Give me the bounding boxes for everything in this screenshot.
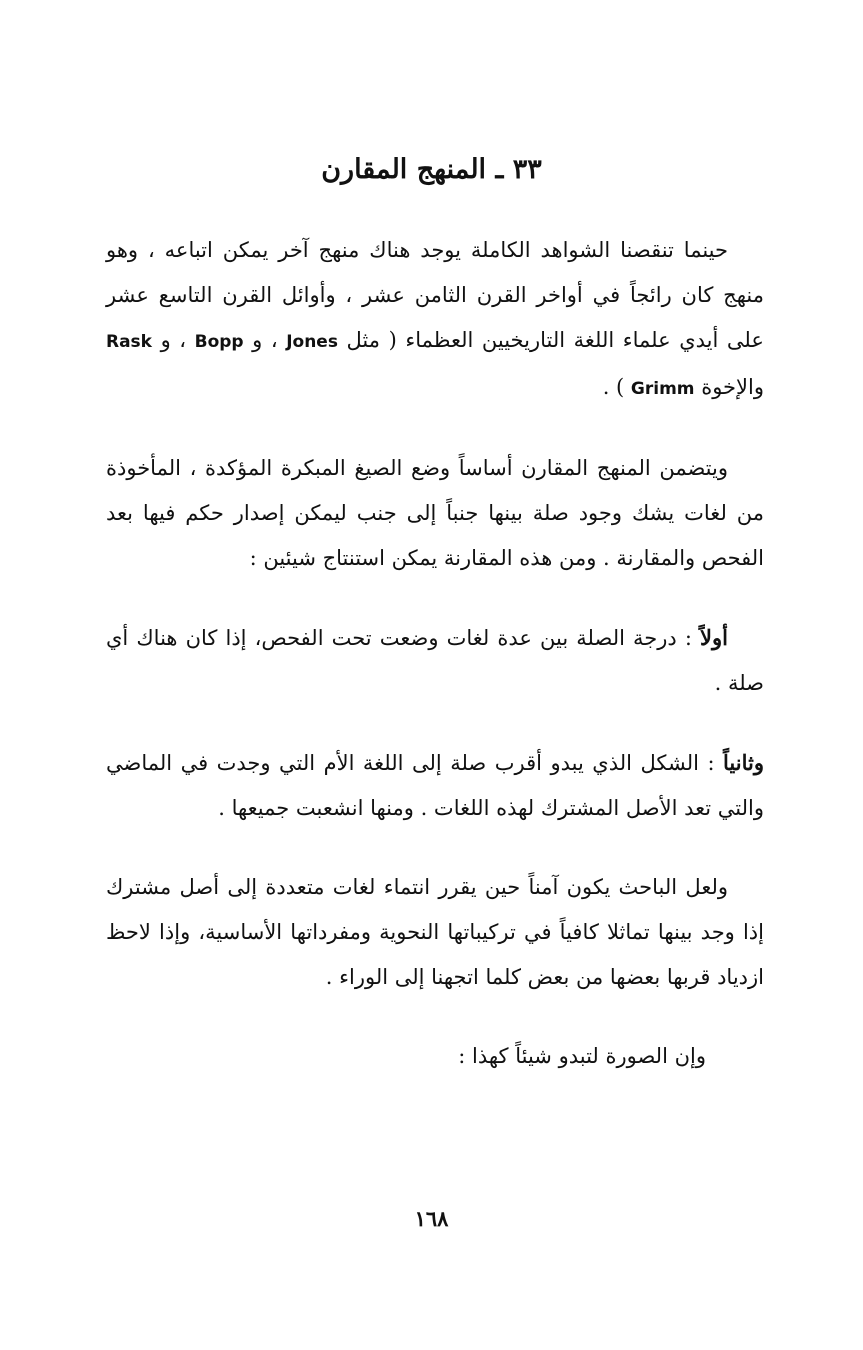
separator: ، و (160, 328, 187, 352)
paragraph-common-origin: ولعل الباحث يكون آمناً حين يقرر انتماء لغات متعددة إلى أصل مشترك إذا وجد بينها تماثلا كافياً في تركيباتها النحوية ومفرداتها الأساسية، وإذا لاحظ ازدياد قربها بعضها من بعض كلما اتجهنا إلى الوراء . (106, 875, 764, 989)
linguist-name-grimm: Grimm (630, 379, 695, 399)
point-text-first: : درجة الصلة بين عدة لغات وضعت تحت الفحص، إذا كان هناك أي صلة . (106, 626, 764, 695)
paragraph-text: حينما تنقصنا الشواهد الكاملة يوجد هناك منهج آخر يمكن اتباعه ، وهو منهج كان رائجاً في أواخر القرن الثامن عشر ، وأوائل القرن التاسع عشر على أيدي علماء اللغة التاريخيين العظماء ( مثل (106, 238, 764, 352)
paragraph-second-point (106, 740, 764, 831)
paragraph-first-point (106, 615, 764, 706)
point-label-second: وثانياً (723, 750, 764, 775)
paragraph-text: والإخوة (701, 375, 764, 399)
paragraph-diagram-intro: وإن الصورة لتبدو شيئاً كهذا : (458, 1044, 706, 1068)
point-text-second: : الشكل الذي يبدو أقرب صلة إلى اللغة الأم التي وجدت في الماضي والتي تعد الأصل المشترك لهذه اللغات . ومنها انشعبت جميعها . (106, 751, 764, 820)
section-heading: ٣٣ ـ المنهج المقارن (321, 154, 542, 185)
paragraph-method-description: ويتضمن المنهج المقارن أساساً وضع الصيغ المبكرة المؤكدة ، المأخوذة من لغات يشك وجود صلة بينها جنباً إلى جنب ليمكن إصدار حكم فيها بعد الفحص والمقارنة . ومن هذه المقارنة يمكن استنتاج شيئين : (106, 456, 764, 570)
body-text (106, 228, 764, 1113)
point-label-first: أولاً (700, 625, 728, 650)
separator: ، و (252, 328, 278, 352)
paragraph-comparative-intro (106, 228, 764, 412)
linguist-name-rask: Rask (106, 332, 152, 352)
page-number: ١٦٨ (414, 1206, 449, 1231)
paragraph-text: ) . (602, 375, 625, 399)
linguist-name-jones: Jones (286, 332, 338, 352)
linguist-name-bopp: Bopp (194, 332, 244, 352)
